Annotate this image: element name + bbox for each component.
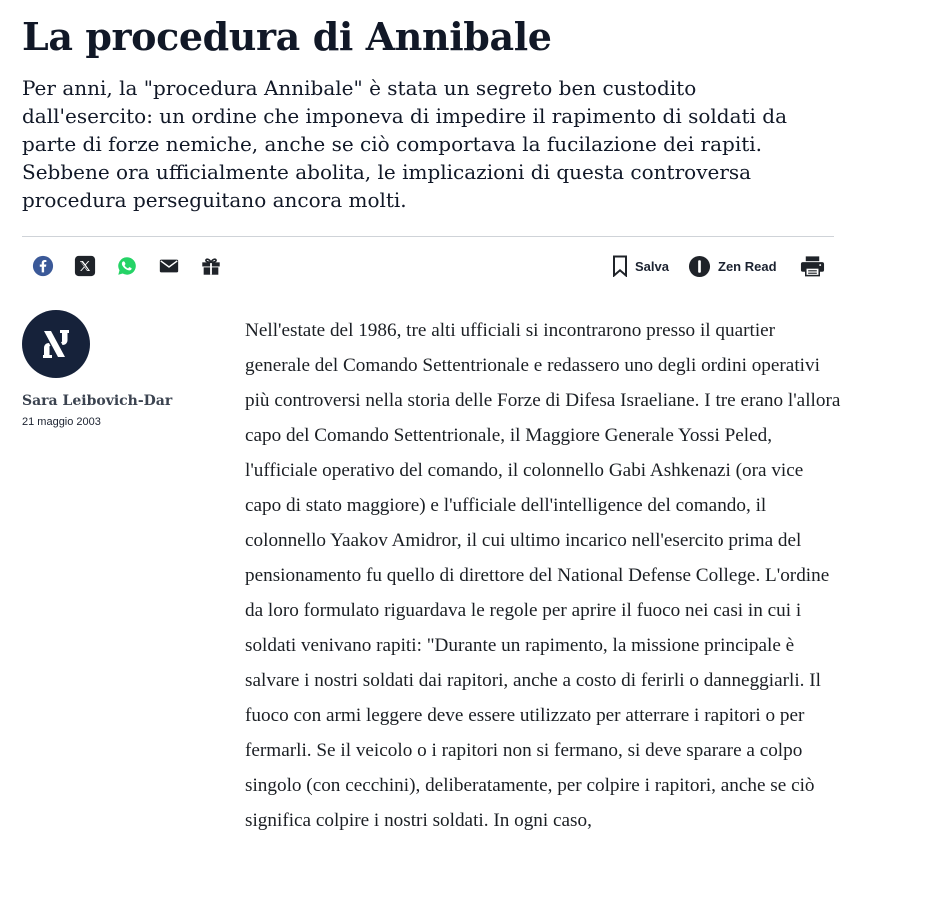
zen-read-button[interactable]: [688, 254, 777, 278]
avatar[interactable]: [22, 310, 90, 378]
publish-date: 21 maggio 2003: [22, 416, 101, 428]
mail-icon: [158, 255, 180, 277]
haaretz-logo-icon: [35, 323, 77, 365]
author-name[interactable]: Sara Leibovich-Dar: [22, 393, 173, 409]
zen-read-label: Zen Read: [718, 258, 777, 274]
facebook-share-button[interactable]: [31, 254, 55, 278]
save-label: Salva: [635, 258, 669, 274]
zen-read-icon: [688, 255, 711, 278]
gift-icon: [200, 255, 222, 277]
article-headline: La procedura di Annibale: [22, 14, 552, 59]
print-icon: [800, 255, 825, 277]
article-body-paragraph: Nell'estate del 1986, tre alti ufficiali si incontrarono presso il quartier generale del Comando Settentrionale e redassero uno degli ordini operativi più controversi nella storia delle Forze di Difesa Israeliane. I tre erano l'allora capo del Comando Settentrionale, il Maggiore Generale Yossi Peled, l'ufficiale operativo del comando, il colonnello Gabi Ashkenazi (ora vice capo di stato maggiore) e l'ufficiale dell'intelligence del comando, il colonnello Yaakov Amidror, il cui ultimo incarico nell'esercito prima del pensionamento fu quello di direttore del National Defense College. L'ordine da loro formulato riguardava le regole per aprire il fuoco nei casi in cui i soldati venivano rapiti: "Durante un rapimento, la missione principale è salvare i nostri soldati dai rapitori, anche a costo di ferirli o danneggiarli. Il fuoco con armi leggere deve essere utilizzato per atterrare i rapitori o per fermarli. Se il veicolo o i rapitori non si fermano, si deve sparare a colpo singolo (con cecchini), deliberatamente, per colpire i rapitori, anche se ciò significa colpire i nostri soldati. In ogni caso,: [245, 320, 841, 831]
article-subtitle: Per anni, la "procedura Annibale" è stata un segreto ben custodito dall'esercito: un ordine che imponeva di impedire il rapimento di soldati da parte di forze nemiche, anche se ciò comportava la fucilazione dei rapiti. Sebbene ora ufficialmente abolita, le implicazioni di questa controversa procedura perseguitano ancora molti.: [22, 76, 788, 212]
x-share-button[interactable]: [73, 254, 97, 278]
save-button[interactable]: [612, 254, 669, 278]
email-share-button[interactable]: [157, 254, 181, 278]
header-divider: [22, 236, 834, 237]
print-button[interactable]: [799, 254, 825, 278]
whatsapp-icon: [116, 255, 138, 277]
x-icon: [74, 255, 96, 277]
facebook-icon: [32, 255, 54, 277]
gift-article-button[interactable]: [199, 254, 223, 278]
author-block: [22, 310, 222, 428]
share-toolbar: [22, 246, 834, 286]
bookmark-icon: [612, 255, 628, 277]
whatsapp-share-button[interactable]: [115, 254, 139, 278]
